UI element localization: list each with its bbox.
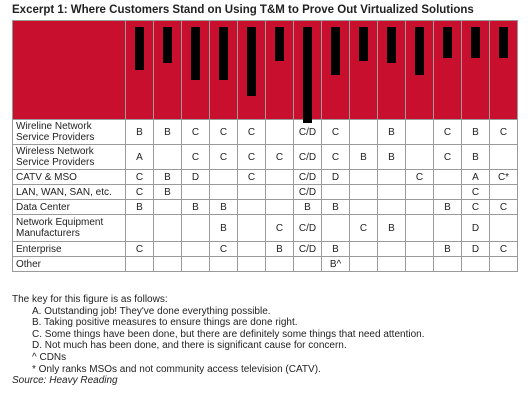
rating-cell bbox=[350, 257, 378, 272]
header-cell-13 bbox=[462, 21, 490, 120]
rating-cell: C/D bbox=[294, 145, 322, 170]
rating-cell bbox=[350, 120, 378, 145]
rating-cell: B bbox=[322, 200, 350, 215]
table-row bbox=[13, 215, 518, 242]
assessment-table bbox=[12, 20, 518, 272]
rating-cell: C bbox=[490, 120, 518, 145]
rating-cell: B bbox=[154, 185, 182, 200]
table-row bbox=[13, 257, 518, 272]
rating-cell: C/D bbox=[294, 185, 322, 200]
rating-cell: C bbox=[462, 200, 490, 215]
rating-cell bbox=[378, 242, 406, 257]
rating-cell: B bbox=[182, 200, 210, 215]
rating-cell bbox=[378, 257, 406, 272]
row-label: LAN, WAN, SAN, etc. bbox=[13, 185, 126, 200]
header-bar-8 bbox=[331, 27, 340, 75]
rating-cell bbox=[238, 185, 266, 200]
rating-cell bbox=[350, 170, 378, 185]
rating-cell bbox=[126, 215, 154, 242]
rating-cell bbox=[238, 242, 266, 257]
rating-cell bbox=[462, 257, 490, 272]
rating-cell bbox=[434, 170, 462, 185]
row-label: Network Equipment Manufacturers bbox=[13, 215, 126, 242]
rating-cell: C bbox=[238, 145, 266, 170]
rating-cell: C bbox=[182, 120, 210, 145]
rating-cell: C/D bbox=[294, 120, 322, 145]
key-intro: The key for this figure is as follows: bbox=[12, 294, 168, 305]
rating-cell: C bbox=[238, 170, 266, 185]
rating-cell bbox=[350, 242, 378, 257]
row-label: Data Center bbox=[13, 200, 126, 215]
rating-cell bbox=[154, 200, 182, 215]
rating-cell bbox=[238, 257, 266, 272]
rating-cell bbox=[154, 215, 182, 242]
rating-cell bbox=[266, 120, 294, 145]
rating-cell: B bbox=[434, 200, 462, 215]
rating-cell bbox=[378, 185, 406, 200]
rating-cell: C bbox=[210, 145, 238, 170]
assessment-table-wrap bbox=[12, 20, 518, 272]
rating-cell: D bbox=[462, 215, 490, 242]
rating-cell bbox=[210, 257, 238, 272]
header-cell-14 bbox=[490, 21, 518, 120]
key-item-caret: ^ CDNs bbox=[32, 351, 67, 363]
rating-cell bbox=[182, 215, 210, 242]
header-bar-2 bbox=[163, 27, 172, 63]
header-bar-1 bbox=[135, 27, 144, 70]
rating-cell bbox=[294, 257, 322, 272]
rating-cell bbox=[182, 185, 210, 200]
rating-cell: B bbox=[462, 145, 490, 170]
table-row bbox=[13, 145, 518, 170]
rating-cell: B bbox=[378, 215, 406, 242]
header-bar-6 bbox=[275, 27, 284, 61]
rating-cell: C bbox=[434, 145, 462, 170]
header-bar-7 bbox=[303, 27, 312, 123]
header-cell-6 bbox=[266, 21, 294, 120]
rating-cell bbox=[266, 257, 294, 272]
header-cell-2 bbox=[154, 21, 182, 120]
rating-cell bbox=[434, 185, 462, 200]
header-bar-10 bbox=[387, 27, 396, 63]
header-cell-5 bbox=[238, 21, 266, 120]
rating-cell bbox=[406, 257, 434, 272]
rating-cell: B bbox=[378, 120, 406, 145]
header-bar-5 bbox=[247, 27, 256, 96]
rating-cell bbox=[490, 257, 518, 272]
rating-cell: D bbox=[462, 242, 490, 257]
rating-cell: C bbox=[350, 215, 378, 242]
rating-cell: B bbox=[462, 120, 490, 145]
rating-cell: C bbox=[462, 185, 490, 200]
header-bar-13 bbox=[471, 27, 480, 58]
header-bar-3 bbox=[191, 27, 200, 80]
header-bar-9 bbox=[359, 27, 368, 61]
rating-cell bbox=[126, 257, 154, 272]
header-corner bbox=[13, 21, 126, 120]
rating-cell: C bbox=[266, 215, 294, 242]
rating-cell: A bbox=[462, 170, 490, 185]
rating-cell bbox=[210, 170, 238, 185]
table-row bbox=[13, 200, 518, 215]
rating-cell: C bbox=[238, 120, 266, 145]
table-row bbox=[13, 242, 518, 257]
key-item-c: C. Some things have been done, but there are definitely some things that need attention. bbox=[32, 328, 425, 340]
header-cell-12 bbox=[434, 21, 462, 120]
figure-key bbox=[12, 294, 424, 387]
figure-title: Excerpt 1: Where Customers Stand on Using T&M to Prove Out Virtualized Solutions bbox=[12, 4, 474, 16]
row-label: CATV & MSO bbox=[13, 170, 126, 185]
header-cell-11 bbox=[406, 21, 434, 120]
key-item-a: A. Outstanding job! They've done everything possible. bbox=[32, 305, 271, 317]
rating-cell: C bbox=[182, 145, 210, 170]
source-note: Source: Heavy Reading bbox=[12, 375, 118, 387]
rating-cell: C bbox=[322, 145, 350, 170]
rating-cell: C bbox=[210, 120, 238, 145]
table-row bbox=[13, 185, 518, 200]
rating-cell bbox=[182, 257, 210, 272]
rating-cell bbox=[406, 242, 434, 257]
key-item-asterisk: * Only ranks MSOs and not community access television (CATV). bbox=[32, 363, 321, 375]
rating-cell: D bbox=[182, 170, 210, 185]
rating-cell: C bbox=[490, 200, 518, 215]
row-label: Wireline Network Service Providers bbox=[13, 120, 126, 145]
rating-cell bbox=[322, 215, 350, 242]
rating-cell bbox=[266, 170, 294, 185]
rating-cell bbox=[434, 257, 462, 272]
rating-cell bbox=[406, 120, 434, 145]
rating-cell: C bbox=[322, 120, 350, 145]
rating-cell bbox=[434, 215, 462, 242]
rating-cell bbox=[182, 242, 210, 257]
header-cell-9 bbox=[350, 21, 378, 120]
row-label: Wireless Network Service Providers bbox=[13, 145, 126, 170]
rating-cell: B bbox=[350, 145, 378, 170]
rating-cell bbox=[238, 215, 266, 242]
rating-cell bbox=[154, 145, 182, 170]
rating-cell: C bbox=[126, 242, 154, 257]
header-bar-14 bbox=[499, 27, 508, 58]
key-item-b: B. Taking positive measures to ensure things are done right. bbox=[32, 317, 298, 329]
rating-cell: A bbox=[126, 145, 154, 170]
header-cell-1 bbox=[126, 21, 154, 120]
table-row bbox=[13, 120, 518, 145]
rating-cell: B bbox=[322, 242, 350, 257]
rating-cell: B bbox=[210, 200, 238, 215]
rating-cell bbox=[322, 185, 350, 200]
header-bar-12 bbox=[443, 27, 452, 58]
rating-cell: B bbox=[266, 242, 294, 257]
rating-cell: B bbox=[154, 120, 182, 145]
rating-cell: C bbox=[126, 170, 154, 185]
rating-cell bbox=[210, 185, 238, 200]
rating-cell bbox=[406, 145, 434, 170]
header-cell-4 bbox=[210, 21, 238, 120]
rating-cell bbox=[350, 200, 378, 215]
rating-cell: C bbox=[406, 170, 434, 185]
row-label: Other bbox=[13, 257, 126, 272]
rating-cell: B bbox=[378, 145, 406, 170]
rating-cell bbox=[406, 185, 434, 200]
rating-cell: B bbox=[154, 170, 182, 185]
header-bar-4 bbox=[219, 27, 228, 80]
rating-cell bbox=[406, 200, 434, 215]
rating-cell: B bbox=[294, 200, 322, 215]
rating-cell: C bbox=[210, 242, 238, 257]
rating-cell: C bbox=[126, 185, 154, 200]
rating-cell bbox=[490, 145, 518, 170]
rating-cell: B^ bbox=[322, 257, 350, 272]
rating-cell: C/D bbox=[294, 170, 322, 185]
rating-cell bbox=[154, 257, 182, 272]
header-row bbox=[13, 21, 518, 120]
rating-cell bbox=[266, 200, 294, 215]
rating-cell: B bbox=[126, 200, 154, 215]
header-cell-3 bbox=[182, 21, 210, 120]
header-cell-10 bbox=[378, 21, 406, 120]
header-cell-8 bbox=[322, 21, 350, 120]
key-item-d: D. Not much has been done, and there is significant cause for concern. bbox=[32, 340, 347, 352]
rating-cell: B bbox=[126, 120, 154, 145]
rating-cell bbox=[378, 170, 406, 185]
rating-cell: C bbox=[490, 242, 518, 257]
rating-cell: C bbox=[266, 145, 294, 170]
rating-cell: B bbox=[434, 242, 462, 257]
rating-cell bbox=[266, 185, 294, 200]
rating-cell bbox=[154, 242, 182, 257]
rating-cell bbox=[238, 200, 266, 215]
rating-cell: B bbox=[210, 215, 238, 242]
rating-cell: C* bbox=[490, 170, 518, 185]
row-label: Enterprise bbox=[13, 242, 126, 257]
rating-cell: D bbox=[322, 170, 350, 185]
rating-cell bbox=[378, 200, 406, 215]
rating-cell: C bbox=[434, 120, 462, 145]
rating-cell: C/D bbox=[294, 242, 322, 257]
rating-cell: C/D bbox=[294, 215, 322, 242]
rating-cell bbox=[490, 215, 518, 242]
header-bar-11 bbox=[415, 27, 424, 75]
table-row bbox=[13, 170, 518, 185]
header-cell-7 bbox=[294, 21, 322, 120]
rating-cell bbox=[490, 185, 518, 200]
rating-cell bbox=[406, 215, 434, 242]
rating-cell bbox=[350, 185, 378, 200]
